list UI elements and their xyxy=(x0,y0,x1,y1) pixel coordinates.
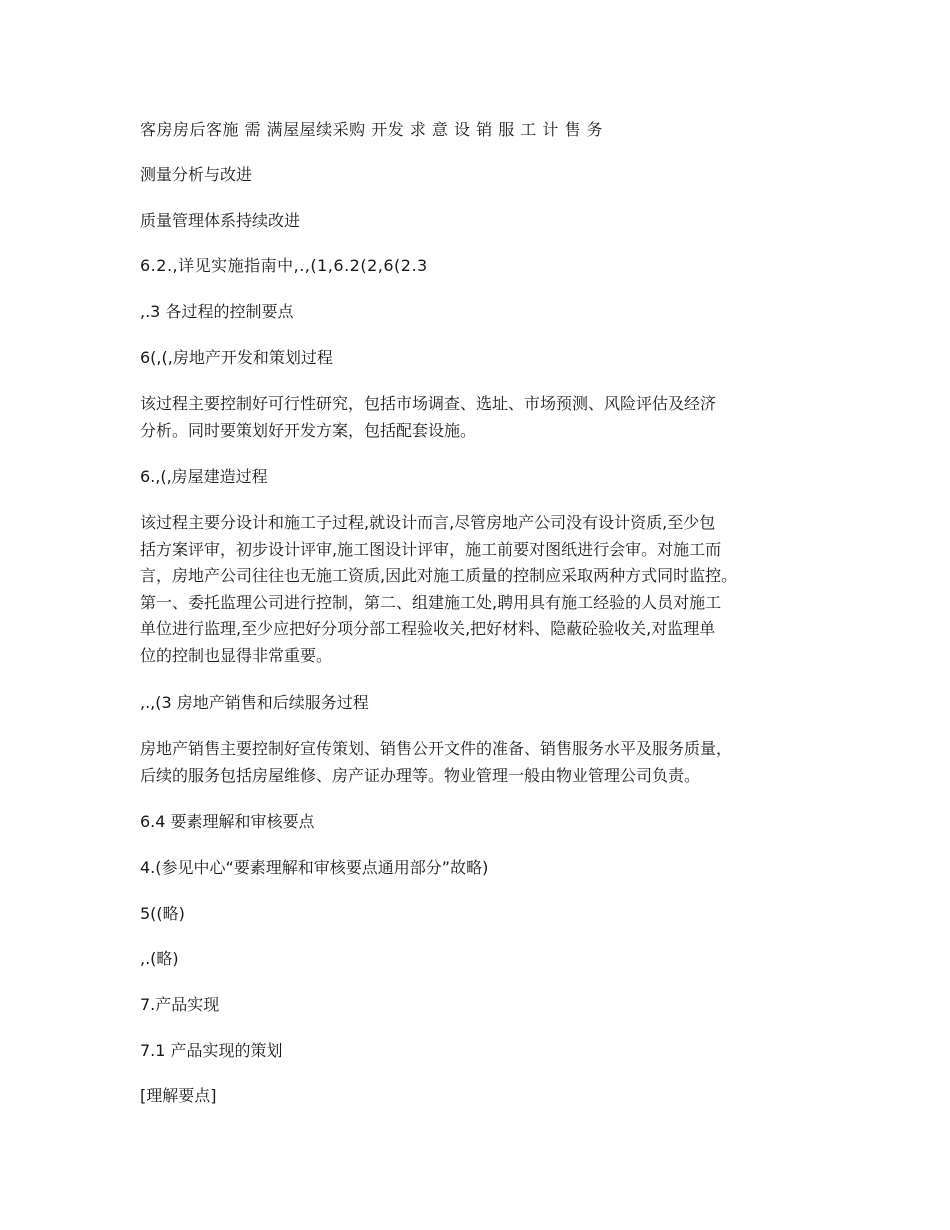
section-6-4-heading: 6.4 要素理解和审核要点 xyxy=(140,812,315,831)
subsection-development-planning-heading: 6(,(,房地产开发和策划过程 xyxy=(140,348,333,367)
paragraph-development-planning: 该过程主要控制好可行性研究，包括市场调查、选址、市场预测、风险评估及经济 分析。同时要策划好开发方案，包括配套设施。 xyxy=(140,394,717,440)
understanding-points-label: [理解要点] xyxy=(140,1086,217,1105)
item-6-omitted: ,.(略) xyxy=(140,949,179,968)
paragraph-construction-process: 该过程主要分设计和施工子过程,就设计而言,尽管房地产公司没有设计资质,至少包 括方案评审，初步设计评审,施工图设计评审，施工前要对图纸进行会审。对施工而 言，房地产公司往往也无施工资质,因此对施工质量的控制应采取两种方式同时监控。 第一、委托监理公司进行控制，第二、组建施工处,聘用具有施工经验的人员对施工 单位进行监理,至少应把好分项分部工程验收关,把好材料、隐蔽砼验收关,对监理单 位的控制也显得非常重要。 xyxy=(140,513,738,665)
subsection-sales-service-heading: ,.,(3 房地产销售和后续服务过程 xyxy=(140,693,369,712)
section-6-2-reference: 6.2.,详见实施指南中,.,(1,6.2(2,6(2.3 xyxy=(140,256,428,275)
item-5-omitted: 5((略) xyxy=(140,904,185,923)
heading-measurement-analysis: 测量分析与改进 xyxy=(140,165,253,184)
heading-qms-improvement: 质量管理体系持续改进 xyxy=(140,211,301,230)
subsection-construction-heading: 6.,(,房屋建造过程 xyxy=(140,467,268,486)
paragraph-sales-service: 房地产销售主要控制好宣传策划、销售公开文件的准备、销售服务水平及服务质量， 后续的服务包括房屋维修、房产证办理等。物业管理一般由物业管理公司负责。 xyxy=(140,739,733,785)
section-control-points-heading: ,.3 各过程的控制要点 xyxy=(140,302,294,321)
section-7-heading: 7.产品实现 xyxy=(140,995,220,1014)
item-4-reference: 4.(参见中心“要素理解和审核要点通用部分”故略) xyxy=(140,858,489,877)
section-7-1-heading: 7.1 产品实现的策划 xyxy=(140,1041,283,1060)
process-flow-labels: 客房房后客施 需 满屋屋续采购 开发 求 意 设 销 服 工 计 售 务 xyxy=(140,120,604,139)
